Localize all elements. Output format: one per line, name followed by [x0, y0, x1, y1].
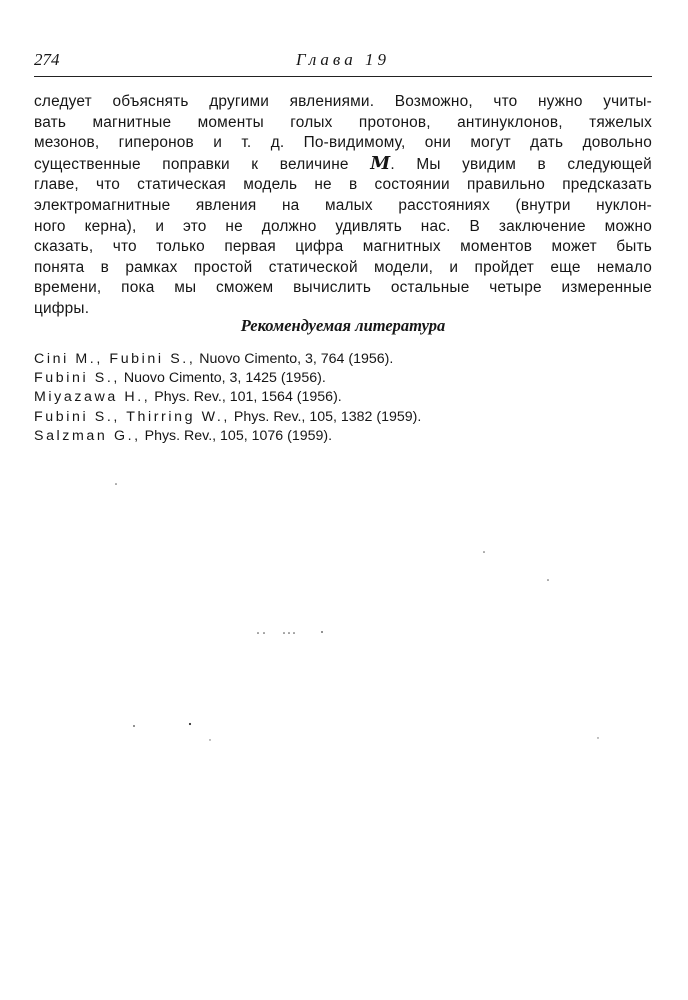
- scan-speck: [257, 632, 259, 634]
- reference-source: Nuovo Cimento, 3, 764 (1956).: [195, 351, 394, 367]
- running-title: Глава 19: [296, 50, 390, 69]
- reference-item: [34, 427, 652, 446]
- reference-authors: Miyazawa H.,: [34, 389, 151, 406]
- scan-speck: [547, 579, 549, 581]
- reference-item: [34, 350, 652, 369]
- reference-authors: Fubini S., Thirring W.,: [34, 408, 230, 425]
- body-line: времени, пока мы сможем вычислить остальные четыре измеренные: [34, 279, 652, 297]
- body-line: сказать, что только первая цифра магнитных моментов может быть: [34, 238, 652, 256]
- body-line-text: . Мы увидим в следующей: [390, 155, 652, 173]
- body-line: главе, что статическая модель не в состоянии правильно предсказать: [34, 176, 652, 194]
- scan-speck: [133, 725, 135, 727]
- reference-authors: Salzman G.,: [34, 427, 141, 444]
- body-line: ного керна), и это не должно удивлять нас. В заключение можно: [34, 217, 652, 235]
- section-title: Рекомендуемая литература: [240, 316, 446, 335]
- reference-authors: Fubini S.,: [34, 370, 120, 387]
- body-paragraph: [34, 92, 652, 320]
- scan-speck: [189, 723, 191, 725]
- reference-authors: Cini M., Fubini S.,: [34, 351, 196, 367]
- scan-speck: [115, 483, 117, 485]
- scan-speck: [321, 631, 323, 633]
- scan-speck: [293, 632, 295, 634]
- scan-speck: [263, 632, 265, 634]
- body-line: цифры.: [34, 299, 90, 317]
- scan-speck: [209, 739, 210, 740]
- scan-speck: [483, 551, 485, 553]
- page-header: [34, 50, 652, 72]
- reference-source: Phys. Rev., 101, 1564 (1956).: [150, 389, 342, 406]
- scan-speck: [283, 632, 285, 634]
- header-rule: [34, 76, 652, 77]
- reference-source: Phys. Rev., 105, 1076 (1959).: [140, 427, 333, 444]
- body-line: вать магнитные моменты голых протонов, антинуклонов, тяжелых: [34, 113, 652, 131]
- reference-source: Nuovo Cimento, 3, 1425 (1956).: [119, 370, 326, 387]
- body-line: понята в рамках простой статической модели, и пройдет еще немало: [34, 258, 652, 276]
- body-line: [34, 154, 652, 176]
- body-line: следует объяснять другими явлениями. Возможно, что нужно учиты-: [34, 93, 652, 110]
- scan-speck: [288, 632, 290, 634]
- reference-list: [34, 350, 652, 446]
- reference-item: [34, 408, 652, 427]
- body-line: электромагнитные явления на малых расстояниях (внутри нуклон-: [34, 196, 652, 214]
- reference-item: [34, 388, 652, 407]
- body-line-text: существенные поправки к величине: [34, 155, 349, 173]
- scan-speck: [597, 737, 598, 738]
- magnetic-moment-symbol: M: [370, 152, 391, 174]
- reference-source: Phys. Rev., 105, 1382 (1959).: [229, 408, 422, 425]
- body-line: мезонов, гиперонов и т. д. По-видимому, они могут дать довольно: [34, 134, 652, 152]
- page-number: 274: [34, 50, 60, 69]
- reference-item: [34, 369, 652, 388]
